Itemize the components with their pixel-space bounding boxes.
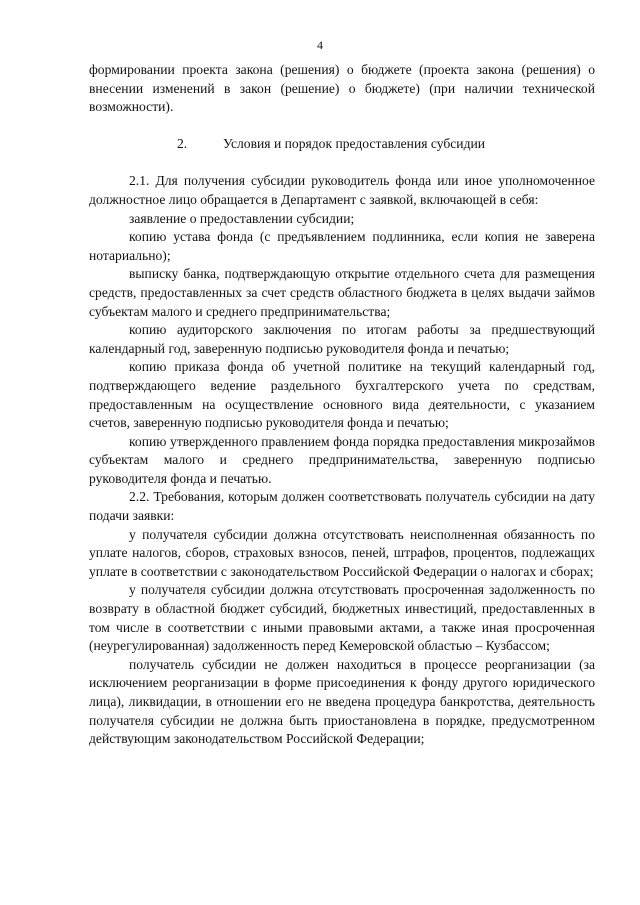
section-heading [89,135,595,154]
document-body [89,61,595,749]
list-item-application: заявление о предоставлении субсидии; [129,210,355,226]
list-item-bank-statement: выписку банка, подтверждающую открытие отдельного счета для размещения средств, предоставленных за счет средств областного бюджета в целях выдачи займов субъектам малого и среднего предпринимательства; [89,266,595,319]
intro-paragraph: формировании проекта закона (решения) о бюджете (проекта закона (решения) о внесении изменений в закон (решение) о бюджете) (при наличии технической возможности). [89,62,595,115]
requirement-no-overdue-debt: у получателя субсидии должна отсутствовать просроченная задолженность по возврату в областной бюджет субсидий, бюджетных инвестиций, предоставленных в том числе в соответствии с иными правовыми актами, а также иная просроченная (неурегулированная) задолженность перед Кемеровской областью – Кузбассом; [89,582,595,654]
list-item-accounting-policy: копию приказа фонда об учетной политике на текущий календарный год, подтверждающего ведение раздельного бухгалтерского учета по средствам, предоставленным на осуществление основного вида деятельности, с указанием счетов, заверенную подписью руководителя фонда и печатью; [89,359,595,431]
page-number: 4 [317,38,323,52]
section-number: 2. [177,135,188,151]
list-item-charter-copy: копию устава фонда (с предъявлением подлинника, если копия не заверена нотариально); [89,229,595,263]
section-title: Условия и порядок предоставления субсидии [223,135,486,151]
paragraph-2-2: 2.2. Требования, которым должен соответствовать получатель субсидии на дату подачи заявки: [89,489,595,524]
requirement-no-tax-debt: у получателя субсидии должна отсутствовать неисполненная обязанность по уплате налогов, сборов, страховых взносов, пеней, штрафов, процентов, подлежащих уплате в соответствии с законодательством Российской Федерации о налогах и сборах; [89,526,595,579]
list-item-audit-report: копию аудиторского заключения по итогам работы за предшествующий календарный год, заверенную подписью руководителя фонда и печатью; [89,322,595,356]
paragraph-2-1: 2.1. Для получения субсидии руководитель фонда или иное уполномоченное должностное лицо обращается в Департамент с заявкой, включающей в себя: [89,173,595,207]
requirement-no-reorganization: получатель субсидии не должен находиться в процессе реорганизации (за исключением реорганизации в форме присоединения к фонду другого юридического лица), ликвидации, в отношении его не введена процедура банкротства, деятельность получателя субсидии не должна быть приостановлена в порядке, предусмотренном действующим законодательством Российской Федерации; [89,656,595,747]
list-item-microloan-procedure: копию утвержденного правлением фонда порядка предоставления микрозаймов субъектам малого и среднего предпринимательства, заверенную подписью руководителя фонда и печатью. [89,433,595,486]
